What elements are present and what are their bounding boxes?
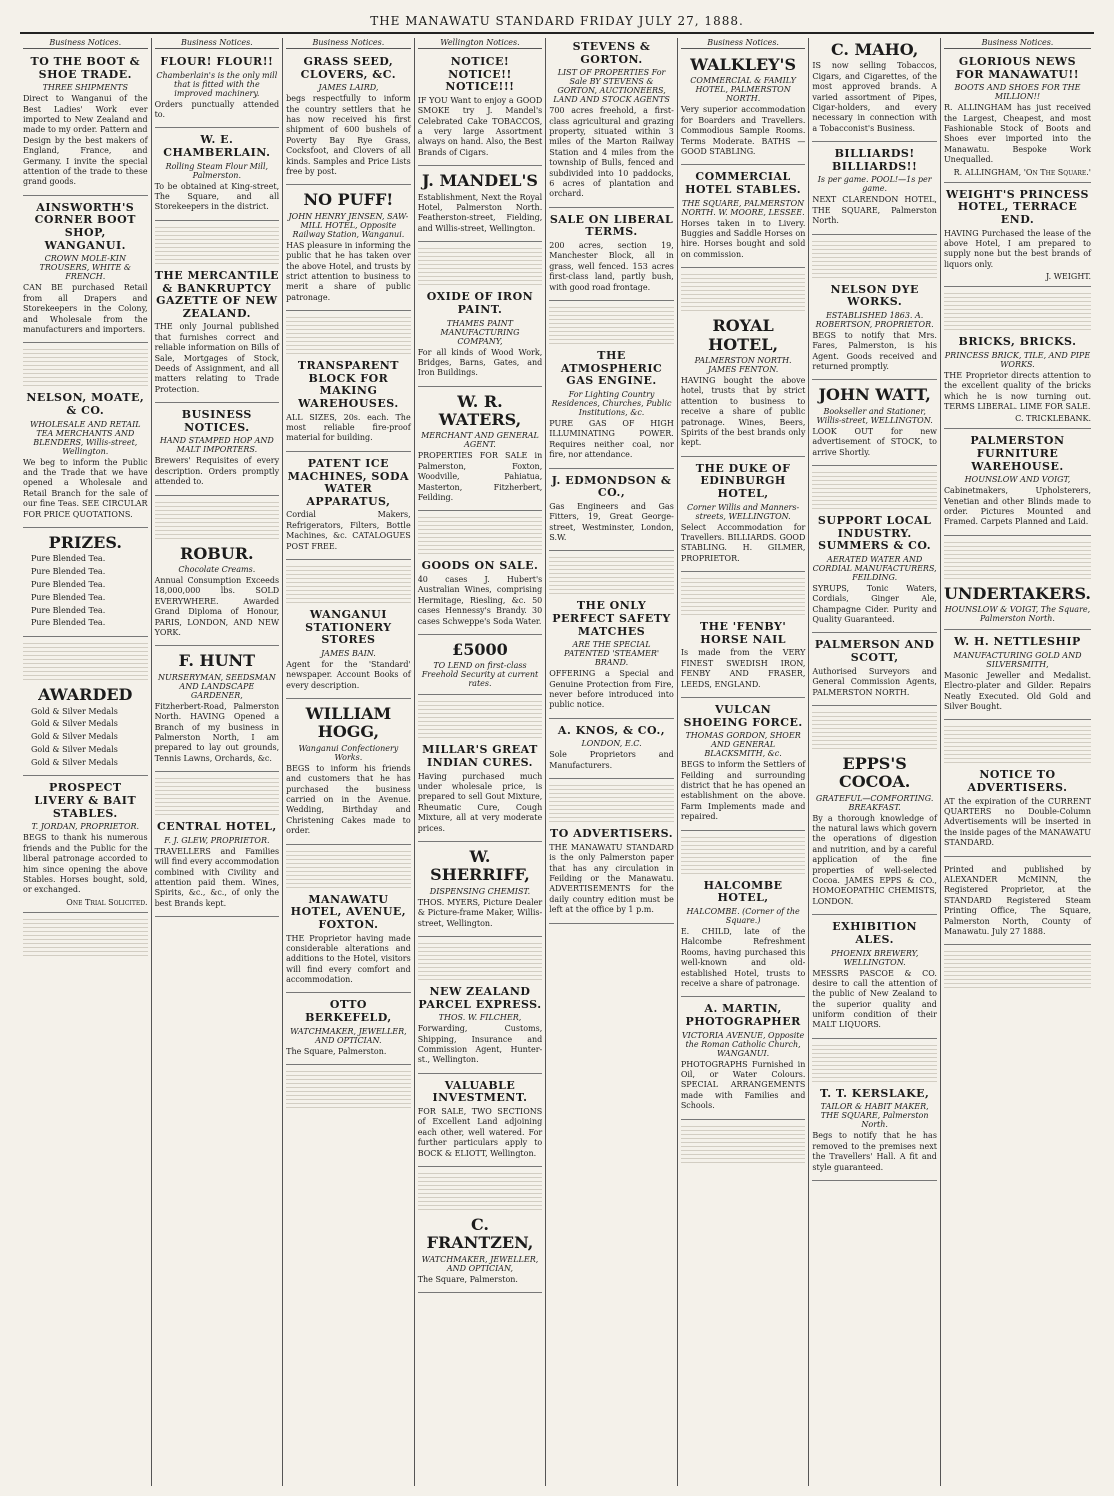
column-8 bbox=[940, 38, 1094, 1486]
advertisement bbox=[681, 53, 806, 165]
ad-body: begs respectfully to inform the country settlers that he has now received his first shipment of 600 bushels of Poverty Bay Rye Grass, Cocksfoot, and Clovers of all kinds. Samples and Price Lists free by post. bbox=[286, 94, 411, 177]
advertisement bbox=[418, 845, 543, 937]
text-filler bbox=[681, 1123, 806, 1163]
advertisement bbox=[681, 168, 806, 268]
ad-body: THOS. MYERS, Picture Dealer & Picture-frame Maker, Willis-street, Wellington. bbox=[417, 897, 543, 928]
text-filler bbox=[549, 304, 674, 344]
ad-body: Horses taken in to Livery. Buggies and Saddle Horses on hire. Horses bought and sold on commission. bbox=[680, 218, 806, 259]
column-container bbox=[20, 38, 1094, 1486]
ad-title: W. E. CHAMBERLAIN. bbox=[163, 133, 271, 160]
ad-title: C. MAHO, bbox=[830, 40, 919, 59]
advertisement bbox=[549, 472, 674, 552]
ad-subtitle: WHOLESALE AND RETAIL TEA MERCHANTS AND BLENDERS, Willis-street, Wellington. bbox=[29, 419, 141, 456]
advertisement bbox=[418, 169, 543, 242]
ad-title: FLOUR! FLOUR!! bbox=[160, 55, 274, 68]
ad-subtitle: HOUNSLOW & VOIGT, The Square, Palmerston North. bbox=[944, 605, 1091, 624]
ad-body: AT the expiration of the CURRENT QUARTERS no Double-Column Advertisements will be inserted in the inside pages of the MANAWATU STANDARD. bbox=[943, 796, 1091, 848]
ad-subtitle: VICTORIA AVENUE, Opposite the Roman Catholic Church, WANGANUI. bbox=[681, 1030, 805, 1058]
ad-list-item: Gold & Silver Medals bbox=[31, 757, 118, 767]
advertisement bbox=[286, 606, 411, 699]
advertisement bbox=[155, 406, 280, 495]
ad-title: OXIDE OF IRON PAINT. bbox=[426, 290, 534, 316]
ad-body: LOOK OUT for new advertisement of STOCK, to arrive Shortly. bbox=[812, 426, 937, 457]
ad-subtitle: HALCOMBE. (Corner of the Square.) bbox=[686, 906, 800, 925]
ad-title: C. FRANTZEN, bbox=[426, 1215, 534, 1253]
text-filler bbox=[286, 848, 411, 888]
ad-title: NEW ZEALAND PARCEL EXPRESS. bbox=[418, 984, 542, 1011]
ad-body: CAN BE purchased Retail from all Drapers and Storekeepers in the Colony, and Wholesale from the manufacturers and importers. bbox=[23, 283, 148, 334]
ad-signature: J. WEIGHT. bbox=[1046, 272, 1091, 282]
text-filler bbox=[23, 640, 148, 680]
ad-body: Masonic Jeweller and Medalist. Electro-plater and Gilder. Repairs Neatly Executed. Old Gold and Silver Bought. bbox=[943, 670, 1091, 711]
column-6 bbox=[677, 38, 809, 1486]
ad-body: MESSRS PASCOE & CO. desire to call the attention of the public of New Zealand to the superior quality and uniform condition of their MALT LIQUORS. bbox=[812, 968, 937, 1030]
ad-subtitle: COMMERCIAL & FAMILY HOTEL, PALMERSTON NORTH. bbox=[690, 76, 796, 104]
ad-body: IS now selling Tobaccos, Cigars, and Cigarettes, of the most approved brands. A varied assortment of Pipes, Cigar-holders, and every necessary in connection with a Tobacconist's Business. bbox=[812, 61, 937, 133]
ad-subtitle: Wanganui Confectionery Works. bbox=[298, 743, 399, 762]
ad-title: AINSWORTH'S CORNER BOOT SHOP, WANGANUI. bbox=[34, 200, 136, 252]
advertisement bbox=[681, 618, 806, 698]
ad-body: E. CHILD, late of the Halcombe Refreshment Rooms, having purchased this well-known and old-established Hotel, trusts to receive a share of patronage. bbox=[680, 926, 806, 988]
ad-body: NEXT CLARENDON HOTEL, THE SQUARE, Palmerston North. bbox=[812, 195, 937, 226]
ad-body: HAS pleasure in informing the public that he has taken over the above Hotel, and trusts by strict attention to business to merit a share of public patronage. bbox=[286, 240, 411, 302]
text-filler bbox=[418, 514, 543, 554]
column-2 bbox=[151, 38, 283, 1486]
ad-subtitle: THOS. W. FILCHER, bbox=[438, 1013, 522, 1023]
advertisement bbox=[944, 333, 1091, 429]
ad-body: BEGS to notify that Mrs. Fares, Palmerston, is his Agent. Goods received and returned promptly. bbox=[812, 330, 937, 372]
ad-body: Annual Consumption Exceeds 18,000,000 lbs. SOLD EVERYWHERE. Awarded Grand Diploma of Honour, PARIS, LONDON, AND NEW YORK. bbox=[154, 576, 280, 637]
ad-title: J. EDMONDSON & CO., bbox=[551, 473, 672, 500]
ad-title: TO THE BOOT & SHOE TRADE. bbox=[30, 55, 141, 81]
advertisement bbox=[286, 455, 411, 560]
text-filler bbox=[812, 469, 937, 509]
ad-title: TRANSPARENT BLOCK FOR MAKING WAREHOUSES. bbox=[297, 359, 399, 411]
ad-body: HAVING bought the above hotel, trusts that by strict attention to business to receive a share of public patronage. Wines, Beers, Spirits of the best brands only kept. bbox=[680, 375, 806, 448]
ad-title: A. MARTIN, PHOTOGRAPHER bbox=[685, 1002, 801, 1028]
advertisement bbox=[944, 860, 1091, 946]
ad-title: NOTICE TO ADVERTISERS. bbox=[967, 768, 1068, 795]
advertisement bbox=[549, 347, 674, 468]
ad-subtitle: Chocolate Creams. bbox=[178, 565, 256, 575]
ad-title: THE DUKE OF EDINBURGH HOTEL, bbox=[695, 461, 791, 500]
ad-list-item: Gold & Silver Medals bbox=[31, 706, 118, 716]
ad-body: IF YOU Want to enjoy a GOOD SMOKE try J. Mandel's Celebrated Cake TOBACCOS, a very large Assortment always on hand. Also, the Best Brands of Cigars. bbox=[417, 95, 543, 157]
ad-title: PROSPECT LIVERY & BAIT STABLES. bbox=[34, 781, 137, 820]
text-filler bbox=[681, 834, 806, 874]
ad-body: Gas Engineers and Gas Fitters, 19, Great George-street, Westminster, London, S.W. bbox=[549, 501, 674, 542]
advertisement bbox=[23, 53, 148, 196]
text-filler bbox=[549, 782, 674, 822]
ad-body: Orders punctually attended to. bbox=[154, 99, 280, 120]
ad-title: EPPS'S COCOA. bbox=[838, 753, 911, 792]
ad-title: GLORIOUS NEWS FOR MANAWATU!! bbox=[955, 55, 1080, 81]
ad-title: OTTO BERKEFELD, bbox=[305, 998, 392, 1025]
ad-subtitle: For Lighting Country Residences, Churches, Public Institutions, &c. bbox=[551, 389, 672, 417]
ad-title: PALMERSTON FURNITURE WAREHOUSE. bbox=[970, 434, 1065, 473]
advertisement bbox=[944, 432, 1091, 535]
advertisement bbox=[549, 38, 674, 208]
advertisement bbox=[812, 383, 937, 466]
ad-title: HALCOMBE HOTEL, bbox=[703, 878, 783, 905]
advertisement bbox=[418, 741, 543, 842]
ad-title: W. SHERRIFF, bbox=[430, 847, 530, 885]
ad-body: Direct to Wanganui of the Best Ladies' Work ever imported to New Zealand and made to my order. Pattern and Design by the best makers of England, France, and Germany. I invite the special attention of the trade to these grand goods. bbox=[23, 94, 148, 187]
ad-signature: C. TRICKLEBANK. bbox=[1015, 414, 1091, 424]
ad-title: CENTRAL HOTEL, bbox=[156, 820, 277, 834]
advertisement bbox=[155, 267, 280, 403]
text-filler bbox=[286, 314, 411, 354]
ad-subtitle: WATCHMAKER, JEWELLER, AND OPTICIAN. bbox=[290, 1026, 407, 1045]
text-filler bbox=[286, 1068, 411, 1108]
ad-body: We beg to inform the Public and the Trade that we have opened a Wholesale and Retail Branch for the sale of our fine Teas. SEE CIRCULAR FOR PRICE QUOTATIONS. bbox=[23, 457, 148, 519]
ad-subtitle: Corner Willis and Manners-streets, WELLINGTON. bbox=[686, 502, 800, 521]
ad-body: ALL SIZES, 20s. each. The most reliable fire-proof material for building. bbox=[286, 412, 411, 443]
ad-body: Authorised Surveyors and General Commission Agents, PALMERSTON NORTH. bbox=[812, 666, 937, 697]
ad-subtitle: F. J. GLEW, PROPRIETOR. bbox=[164, 835, 270, 845]
ad-body: To be obtained at King-street, The Square, and all Storekeepers in the district. bbox=[154, 181, 280, 212]
ad-title: NELSON DYE WORKS. bbox=[830, 282, 919, 309]
column-7 bbox=[808, 38, 940, 1486]
ad-signature: One Trial Solicited. bbox=[66, 897, 148, 907]
ad-subtitle: TAILOR & HABIT MAKER, THE SQUARE, Palmerston North. bbox=[820, 1102, 929, 1130]
ad-body: R. ALLINGHAM has just received the Largest, Cheapest, and most Fashionable Stock of Boots and Shoes ever imported into the Manawatu. Bespoke Work Unequalled. bbox=[943, 103, 1091, 165]
ad-title: UNDERTAKERS. bbox=[943, 583, 1091, 603]
ad-subtitle: HAND STAMPED HOP AND MALT IMPORTERS. bbox=[159, 436, 274, 455]
ad-title: MANAWATU HOTEL, AVENUE, FOXTON. bbox=[290, 892, 407, 931]
advertisement bbox=[681, 314, 806, 457]
ad-list-item: Gold & Silver Medals bbox=[31, 732, 118, 742]
ad-body: Very superior accommodation for Boarders and Travellers. Commodious Sample Rooms. Terms Moderate. BATHS — GOOD STABLING. bbox=[680, 105, 806, 156]
ad-body: PHOTOGRAPHS Furnished in Oil, or Water Colours. SPECIAL ARRANGEMENTS made with Families and Schools. bbox=[680, 1059, 806, 1111]
text-filler bbox=[155, 775, 280, 815]
advertisement bbox=[23, 683, 148, 776]
advertisement bbox=[286, 53, 411, 185]
ad-list-item: Gold & Silver Medals bbox=[31, 719, 118, 729]
column-header: Business Notices. bbox=[681, 38, 806, 49]
ad-subtitle: MANUFACTURING GOLD AND SILVERSMITH, bbox=[953, 650, 1082, 669]
ad-body: THE Proprietor having made considerable alterations and additions to the Hotel, visitors will find every comfort and accommodation. bbox=[286, 933, 411, 985]
ad-subtitle: BOOTS AND SHOES FOR THE MILLION!! bbox=[954, 83, 1081, 102]
ad-subtitle: JOHN HENRY JENSEN, SAW-MILL HOTEL, Opposite Railway Station, Wanganui. bbox=[288, 211, 409, 239]
ad-title: WANGANUI STATIONERY STORES bbox=[305, 608, 392, 647]
ad-title: THE MERCANTILE & BANKRUPTCY GAZETTE OF NEW ZEALAND. bbox=[154, 268, 279, 320]
column-header: Business Notices. bbox=[944, 38, 1091, 49]
ad-body: HAVING Purchased the lease of the above Hotel, I am prepared to supply none but the best brands of liquors only. bbox=[943, 228, 1091, 269]
ad-list-item: Pure Blended Tea. bbox=[31, 554, 106, 564]
ad-title: F. HUNT bbox=[178, 651, 256, 671]
advertisement bbox=[286, 357, 411, 452]
ad-body: 200 acres, section 19, Manchester Block, all in grass, well fenced. 153 acres first-class land, partly bush, with good road frontage. bbox=[549, 241, 674, 292]
advertisement bbox=[549, 597, 674, 718]
ad-subtitle: GRATEFUL—COMFORTING. BREAKFAST. bbox=[815, 793, 934, 812]
ad-subtitle: NURSERYMAN, SEEDSMAN AND LANDSCAPE GARDENER, bbox=[157, 672, 276, 700]
advertisement bbox=[812, 38, 937, 142]
advertisement bbox=[286, 996, 411, 1065]
text-filler bbox=[418, 940, 543, 980]
ad-title: SUPPORT LOCAL INDUSTRY. SUMMERS & CO. bbox=[817, 513, 932, 553]
text-filler bbox=[812, 238, 937, 278]
advertisement bbox=[155, 131, 280, 220]
column-header: Business Notices. bbox=[286, 38, 411, 49]
text-filler bbox=[549, 554, 674, 594]
ad-subtitle: HOUNSLOW AND VOIGT, bbox=[964, 475, 1071, 485]
advertisement bbox=[23, 389, 148, 528]
advertisement bbox=[286, 891, 411, 994]
advertisement bbox=[418, 638, 543, 695]
text-filler bbox=[155, 224, 280, 264]
text-filler bbox=[944, 539, 1091, 579]
ad-body: Establishment, Next the Royal Hotel, Palmerston North. Featherston-street, Fielding, and Willis-street, Wellington. bbox=[417, 192, 543, 233]
ad-title: MILLAR'S GREAT INDIAN CURES. bbox=[422, 743, 538, 770]
ad-body: Brewers' Requisites of every description. Orders promptly attended to. bbox=[154, 456, 280, 487]
ad-title: NELSON, MOATE, & CO. bbox=[26, 391, 145, 417]
ad-title: W. R. WATERS, bbox=[438, 391, 522, 430]
text-filler bbox=[418, 1170, 543, 1210]
advertisement bbox=[155, 818, 280, 917]
text-filler bbox=[418, 245, 543, 285]
ad-list-item: Pure Blended Tea. bbox=[31, 592, 106, 602]
advertisement bbox=[681, 1000, 806, 1119]
ad-body: The Square, Palmerston. bbox=[286, 1046, 387, 1056]
advertisement bbox=[23, 779, 148, 912]
advertisement bbox=[812, 512, 937, 633]
text-filler bbox=[812, 709, 937, 749]
ad-title: THE 'FENBY' HORSE NAIL bbox=[699, 620, 787, 646]
advertisement bbox=[155, 542, 280, 647]
column-header: Business Notices. bbox=[23, 38, 148, 49]
ad-subtitle: Bookseller and Stationer, Willis-street, WELLINGTON. bbox=[816, 406, 933, 425]
ad-body: By a thorough knowledge of the natural laws which govern the operations of digestion and nutrition, and by a careful application of the fine properties of well-selected Cocoa. JAMES EPPS & CO., HOMOEOPATHIC CHEMISTS, LONDON. bbox=[812, 813, 937, 906]
ad-body: THE Proprietor directs attention to the excellent quality of the bricks which he is now turning out. TERMS LIBERAL. LIME FOR SALE. bbox=[943, 370, 1091, 411]
advertisement bbox=[812, 636, 937, 705]
ad-body: Cabinetmakers, Upholsterers, Venetian and other Blinds made to order. Pictures Mounted and Framed. Carpets Planned and Laid. bbox=[943, 486, 1091, 527]
ad-title: WEIGHT'S PRINCESS HOTEL, TERRACE END. bbox=[946, 187, 1089, 226]
advertisement bbox=[418, 557, 543, 635]
ad-subtitle: THAMES PAINT MANUFACTURING COMPANY, bbox=[440, 318, 520, 346]
ad-body: Cordial Makers, Refrigerators, Filters, Bottle Machines, &c. CATALOGUES POST FREE. bbox=[286, 510, 411, 551]
ad-title: JOHN WATT, bbox=[818, 385, 931, 405]
ad-body: BEGS to inform the Settlers of Feilding and surrounding district that he has opened an establishment on the above. Farm Implements made and repaired. bbox=[680, 760, 806, 822]
column-3 bbox=[282, 38, 414, 1486]
ad-subtitle: Is per game. POOL!—1s per game. bbox=[817, 175, 932, 194]
advertisement bbox=[681, 701, 806, 831]
ad-title: THE ATMOSPHERIC GAS ENGINE. bbox=[560, 349, 663, 388]
advertisement bbox=[155, 53, 280, 128]
ad-subtitle: TO LEND on first-class Freehold Security at current rates. bbox=[421, 661, 539, 689]
ad-title: BUSINESS NOTICES. bbox=[181, 408, 252, 434]
advertisement bbox=[418, 53, 543, 166]
ad-body: 40 cases J. Hubert's Australian Wines, comprising Hermitage, Riesling, &c. 50 cases Hennessy's Brandy. 30 cases Schweppe's Soda Water. bbox=[417, 575, 543, 626]
ad-title: TO ADVERTISERS. bbox=[550, 827, 674, 841]
ad-list-item: Pure Blended Tea. bbox=[31, 605, 106, 615]
ad-body: OFFERING a Special and Genuine Protection from Fire, never before introduced into public notice. bbox=[549, 669, 674, 710]
ad-subtitle: WATCHMAKER, JEWELLER, AND OPTICIAN, bbox=[421, 1254, 539, 1273]
advertisement bbox=[944, 633, 1091, 720]
ad-subtitle: AERATED WATER AND CORDIAL MANUFACTURERS, FEILDING. bbox=[812, 554, 937, 582]
advertisement bbox=[812, 918, 937, 1039]
advertisement bbox=[812, 752, 937, 915]
text-filler bbox=[944, 948, 1091, 988]
ad-body: Agent for the 'Standard' newspaper. Account Books of every description. bbox=[286, 659, 411, 690]
ad-subtitle: T. JORDAN, PROPRIETOR. bbox=[31, 822, 140, 832]
ad-list-item: Gold & Silver Medals bbox=[31, 744, 118, 754]
ad-title: PRIZES. bbox=[48, 532, 122, 552]
advertisement bbox=[681, 460, 806, 572]
column-5 bbox=[545, 38, 677, 1486]
ad-subtitle: JAMES BAIN. bbox=[320, 648, 376, 658]
advertisement bbox=[944, 582, 1091, 630]
column-header: Business Notices. bbox=[155, 38, 280, 49]
ad-subtitle: ESTABLISHED 1863. A. ROBERTSON, PROPRIETOR. bbox=[815, 310, 934, 329]
ad-body: PURE GAS OF HIGH ILLUMINATING POWER. Requires neither coal, nor fire, nor attendance. bbox=[549, 418, 674, 460]
advertisement bbox=[418, 390, 543, 512]
ad-body: 700 acres freehold, a first-class agricultural and grazing property, situated within 3 miles of the Marton Railway Station and 4 miles from the township of Bulls, fenced and subdivided into 10 paddocks, 6 acres of plantation and orchard. bbox=[549, 106, 674, 199]
ad-title: BRICKS, BRICKS. bbox=[958, 335, 1077, 349]
column-1 bbox=[20, 38, 151, 1486]
advertisement bbox=[549, 722, 674, 779]
ad-title: W. H. NETTLESHIP bbox=[954, 635, 1081, 649]
ad-body: Fitzherbert-Road, Palmerston North. HAVING Opened a Branch of my business in Palmerston North, I am prepared to lay out grounds, Tennis Lawns, Orchards, &c. bbox=[154, 701, 280, 763]
ad-subtitle: DISPENSING CHEMIST. bbox=[429, 886, 531, 896]
advertisement bbox=[681, 877, 806, 998]
ad-title: WILLIAM HOGG, bbox=[305, 704, 392, 742]
advertisement bbox=[812, 145, 937, 234]
ad-title: PATENT ICE MACHINES, SODA WATER APPARATUS, bbox=[287, 456, 410, 508]
ad-title: GRASS SEED, CLOVERS, &C. bbox=[300, 55, 397, 81]
ad-subtitle: CROWN MOLE-KIN TROUSERS, WHITE & FRENCH. bbox=[39, 254, 132, 282]
ad-title: SALE ON LIBERAL TERMS. bbox=[549, 212, 674, 239]
ad-body: THE only Journal published that furnishes correct and reliable information on Bills of Sale, Mortgages of Stock, Deeds of Assignment, and all matters relating to Trade Protection. bbox=[154, 322, 280, 394]
ad-list-item: Pure Blended Tea. bbox=[31, 567, 106, 577]
advertisement bbox=[155, 649, 280, 772]
text-filler bbox=[418, 698, 543, 738]
text-filler bbox=[286, 563, 411, 603]
text-filler bbox=[681, 271, 806, 311]
advertisement bbox=[812, 281, 937, 381]
ad-body: Having purchased much under wholesale price, is prepared to sell Gout Mixture, Rheumatic Cure, Cough Mixture, all at very moderate prices. bbox=[417, 771, 543, 833]
advertisement bbox=[944, 53, 1091, 183]
ad-title: ROYAL HOTEL, bbox=[708, 316, 779, 354]
ad-list-item: Pure Blended Tea. bbox=[31, 618, 106, 628]
ad-subtitle: JAMES LAIRD, bbox=[318, 83, 379, 93]
ad-body: Select Accommodation for Travellers. BILLIARDS. GOOD STABLING. H. GILMER, PROPRIETOR. bbox=[680, 522, 806, 563]
ad-title: £5000 bbox=[452, 640, 508, 659]
ad-subtitle: MERCHANT AND GENERAL AGENT. bbox=[421, 431, 539, 450]
text-filler bbox=[944, 290, 1091, 330]
ad-title: EXHIBITION ALES. bbox=[832, 920, 918, 946]
ad-body: BEGS to inform his friends and customers that he has purchased the business carried on in the Avenue. Wedding, Birthday and Christening Cakes made to order. bbox=[286, 763, 411, 836]
ad-title: T. T. KERSLAKE, bbox=[819, 1086, 930, 1100]
ad-title: THE ONLY PERFECT SAFETY MATCHES bbox=[552, 599, 671, 638]
advertisement bbox=[549, 211, 674, 301]
ad-title: J. MANDEL'S bbox=[421, 171, 538, 191]
ad-body: Sole Proprietors and Manufacturers. bbox=[549, 750, 674, 770]
advertisement bbox=[944, 186, 1091, 287]
ad-body: FOR SALE, TWO SECTIONS of Excellent Land adjoining each other, well watered. For further particulars apply to BOCK & ELIOTT, Wellington. bbox=[417, 1107, 543, 1158]
ad-subtitle: ARE THE SPECIAL PATENTED 'STEAMER' BRAND. bbox=[563, 640, 660, 668]
ad-body: For all kinds of Wood Work, Bridges, Barns, Gates, and Iron Buildings. bbox=[417, 347, 543, 378]
ad-body: Printed and published by ALEXANDER McMINN, the Registered Proprietor, at the STANDARD Registered Steam Printing Office, The Square, Palmerston North, County of Manawatu. July 27 1888. bbox=[943, 864, 1091, 936]
ad-body: The Square, Palmerston. bbox=[417, 1274, 518, 1284]
ad-subtitle: THREE SHIPMENTS bbox=[42, 83, 128, 93]
ad-body: THE MANAWATU STANDARD is the only Palmerston paper that has any circulation in Feilding or the Manawatu. ADVERTISEMENTS for the daily country edition must be left at the office by 1 p.m. bbox=[549, 842, 674, 915]
text-filler bbox=[681, 575, 806, 615]
text-filler bbox=[23, 346, 148, 386]
advertisement bbox=[23, 199, 148, 344]
advertisement bbox=[944, 766, 1091, 856]
ad-title: BILLIARDS! BILLIARDS!! bbox=[831, 147, 918, 173]
ad-subtitle: LONDON, E.C. bbox=[581, 739, 642, 749]
ad-body: BEGS to thank his numerous friends and the Public for the liberal patronage accorded to him since opening the above Stables. Horses bought, sold, or exchanged. bbox=[23, 833, 148, 895]
advertisement bbox=[418, 288, 543, 386]
ad-title: WALKLEY'S bbox=[690, 55, 797, 74]
ad-title: AWARDED bbox=[38, 685, 133, 705]
ad-subtitle: Chamberlain's is the only mill that is fitted with the improved machinery. bbox=[156, 70, 278, 98]
ad-subtitle: PHOENIX BREWERY, WELLINGTON. bbox=[830, 948, 919, 967]
advertisement bbox=[812, 1085, 937, 1181]
ad-body: Begs to notify that he has removed to the premises next the Travellers' Hall. A fit and style guaranteed. bbox=[812, 1131, 937, 1172]
ad-subtitle: PRINCESS BRICK, TILE, AND PIPE WORKS. bbox=[944, 350, 1091, 369]
advertisement bbox=[549, 825, 674, 923]
ad-title: NOTICE! NOTICE!! NOTICE!!! bbox=[445, 55, 515, 94]
text-filler bbox=[812, 1042, 937, 1082]
ad-title: STEVENS & GORTON. bbox=[572, 40, 651, 66]
ad-body: SYRUPS, Tonic Waters, Cordials, Ginger Ale, Champagne Cider. Purity and Quality Guaranteed. bbox=[812, 583, 937, 625]
ad-subtitle: THOMAS GORDON, SHOER AND GENERAL BLACKSMITH, &c. bbox=[685, 731, 801, 759]
ad-subtitle: Rolling Steam Flour Mill, Palmerston. bbox=[165, 161, 269, 180]
ad-title: A. KNOS, & CO., bbox=[557, 723, 666, 737]
ad-body: PROPERTIES FOR SALE in Palmerston, Foxton, Woodville, Pahiatua, Masterton, Fitzherbert, Feilding. bbox=[417, 451, 543, 503]
ad-list-item: Pure Blended Tea. bbox=[31, 579, 106, 589]
text-filler bbox=[23, 916, 148, 956]
advertisement bbox=[418, 1077, 543, 1167]
ad-subtitle: PALMERSTON NORTH. JAMES FENTON. bbox=[694, 355, 792, 374]
ad-title: COMMERCIAL HOTEL STABLES. bbox=[685, 170, 802, 196]
advertisement bbox=[286, 702, 411, 845]
ad-subtitle: THE SQUARE, PALMERSTON NORTH. W. MOORE, LESSEE. bbox=[681, 198, 805, 217]
advertisement bbox=[23, 531, 148, 637]
ad-title: NO PUFF! bbox=[303, 190, 394, 210]
ad-subtitle: LIST OF PROPERTIES For Sale BY STEVENS & GORTON, AUCTIONEERS, LAND AND STOCK AGENTS bbox=[553, 68, 670, 105]
ad-title: VALUABLE INVESTMENT. bbox=[432, 1078, 528, 1105]
text-filler bbox=[155, 499, 280, 539]
column-4 bbox=[414, 38, 546, 1486]
ad-body: Is made from the VERY FINEST SWEDISH IRON, FENBY AND FRASER, LEEDS, ENGLAND. bbox=[680, 648, 806, 689]
advertisement bbox=[418, 983, 543, 1074]
advertisement bbox=[286, 188, 411, 311]
text-filler bbox=[944, 723, 1091, 763]
ad-signature: R. ALLINGHAM, 'On The Square.' bbox=[953, 167, 1091, 177]
ad-title: ROBUR. bbox=[180, 543, 254, 563]
advertisement bbox=[418, 1213, 543, 1293]
ad-body: TRAVELLERS and Families will find every accommodation combined with Civility and attention paid them. Wines, Spirits, &c., &c., of only the best Brands kept. bbox=[154, 846, 280, 908]
ad-title: PALMERSON AND SCOTT, bbox=[814, 638, 935, 665]
ad-body: Forwarding, Customs, Shipping, Insurance and Commission Agent, Hunter-st., Wellington. bbox=[417, 1024, 543, 1065]
masthead: THE MANAWATU STANDARD FRIDAY JULY 27, 1888. bbox=[20, 10, 1094, 34]
ad-title: GOODS ON SALE. bbox=[421, 559, 539, 573]
ad-title: VULCAN SHOEING FORCE. bbox=[683, 703, 803, 729]
column-header: Wellington Notices. bbox=[418, 38, 543, 49]
